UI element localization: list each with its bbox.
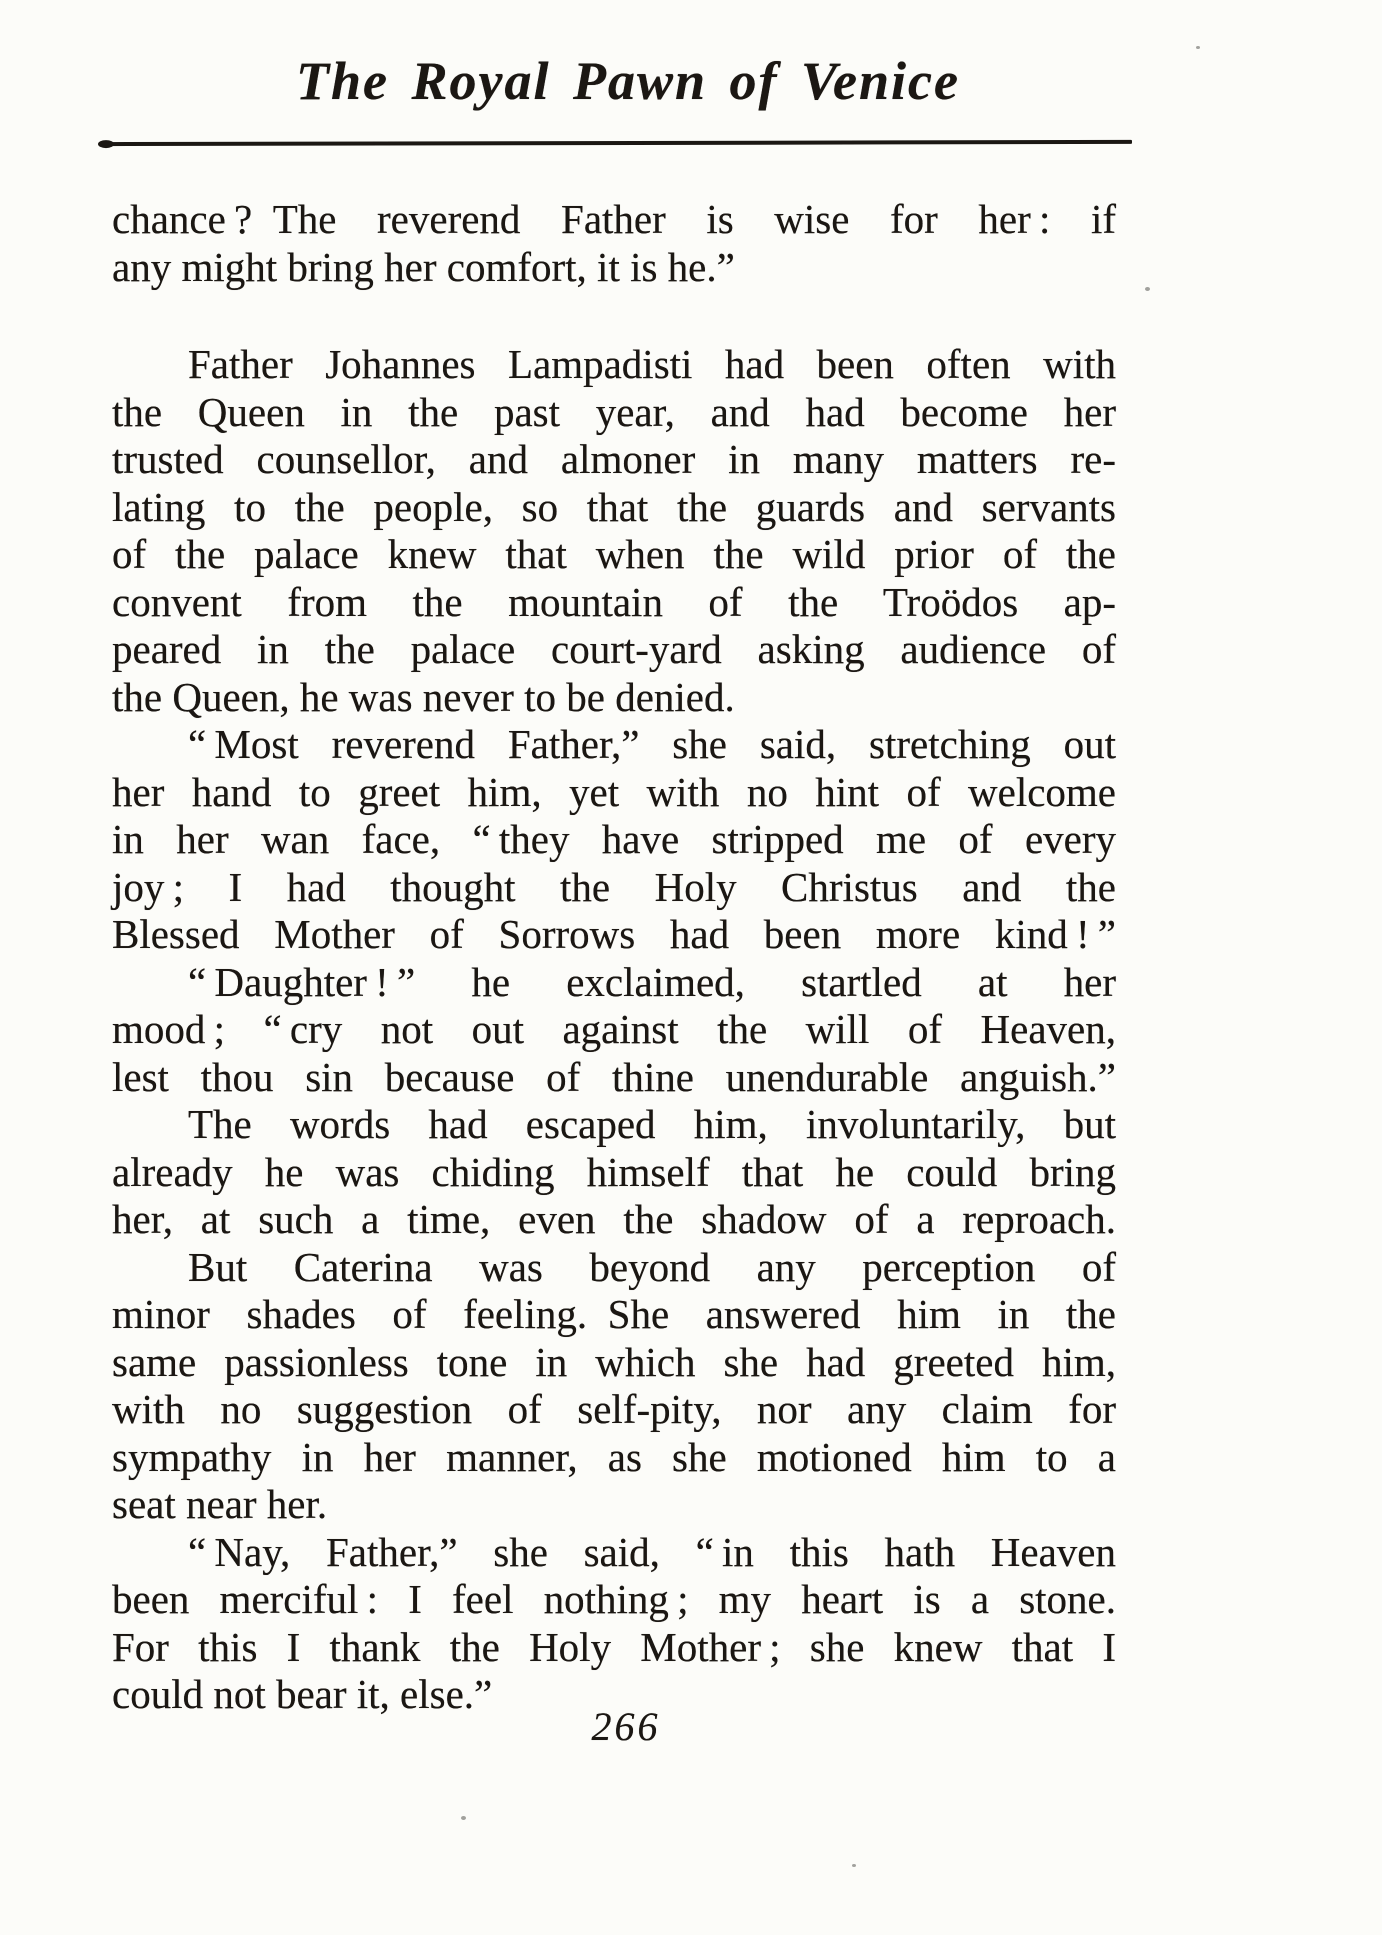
text-line: her hand to greet him, yet with no hint of welcome <box>112 768 1116 815</box>
paragraph <box>112 1244 1116 1529</box>
page-body <box>112 196 1116 1719</box>
running-header-title: The Royal Pawn of Venice <box>296 51 960 111</box>
text-line: lest thou sin because of thine unendurable anguish.” <box>112 1053 1116 1100</box>
text-line: joy ; I had thought the Holy Christus and the <box>112 863 1116 910</box>
text-line: the Queen, he was never to be denied. <box>112 673 735 720</box>
text-line: For this I thank the Holy Mother ; she knew that I <box>112 1623 1116 1670</box>
paragraph <box>112 341 1116 721</box>
text-line: The words had escaped him, involuntarily, but <box>188 1101 1116 1147</box>
text-line: in her wan face, “ they have stripped me of every <box>112 816 1116 862</box>
text-line: been merciful : I feel nothing ; my heart is a stone. <box>112 1576 1116 1622</box>
paragraph <box>112 196 1116 291</box>
text-line: already he was chiding himself that he could bring <box>112 1148 1116 1195</box>
scan-speck <box>1196 46 1200 49</box>
text-line: Blessed Mother of Sorrows had been more kind ! ” <box>112 911 1116 957</box>
paragraph <box>112 1101 1116 1244</box>
text-line: the Queen in the past year, and had become her <box>112 388 1116 435</box>
text-line: “ Daughter ! ” he exclaimed, startled at her <box>188 958 1116 1005</box>
text-line: lating to the people, so that the guards and servants <box>112 483 1116 530</box>
scan-speck <box>1145 287 1150 291</box>
text-line: Father Johannes Lampadisti had been often with <box>188 341 1116 387</box>
text-line: with no suggestion of self-pity, nor any claim for <box>112 1386 1116 1432</box>
text-line: But Caterina was beyond any perception of <box>188 1243 1116 1290</box>
header-rule <box>100 140 1132 146</box>
text-line: trusted counsellor, and almoner in many matters re- <box>112 436 1116 482</box>
text-line: “ Nay, Father,” she said, “ in this hath Heaven <box>188 1528 1116 1575</box>
page-number: 266 <box>591 1704 661 1749</box>
text-line: convent from the mountain of the Troödos ap- <box>112 578 1116 625</box>
paragraph <box>112 1529 1116 1719</box>
text-line: any might bring her comfort, it is he.” <box>112 243 735 290</box>
running-header <box>112 52 1144 111</box>
text-line: chance ? The reverend Father is wise for her : if <box>112 196 1116 242</box>
text-line: seat near her. <box>112 1481 328 1527</box>
text-line: mood ; “ cry not out against the will of Heaven, <box>112 1006 1116 1052</box>
text-line: “ Most reverend Father,” she said, stretching out <box>188 721 1116 767</box>
paragraph <box>112 721 1116 959</box>
text-line: could not bear it, else.” <box>112 1671 493 1717</box>
scan-speck <box>461 1816 466 1820</box>
text-line: sympathy in her manner, as she motioned him to a <box>112 1433 1116 1480</box>
text-line: minor shades of feeling. She answered him in the <box>112 1291 1116 1337</box>
text-line: her, at such a time, even the shadow of a reproach. <box>112 1196 1116 1242</box>
text-line: peared in the palace court-yard asking audience of <box>112 626 1116 672</box>
text-line: of the palace knew that when the wild prior of the <box>112 531 1116 577</box>
paragraph <box>112 959 1116 1102</box>
text-line: same passionless tone in which she had greeted him, <box>112 1338 1116 1385</box>
scan-speck <box>852 1864 856 1867</box>
